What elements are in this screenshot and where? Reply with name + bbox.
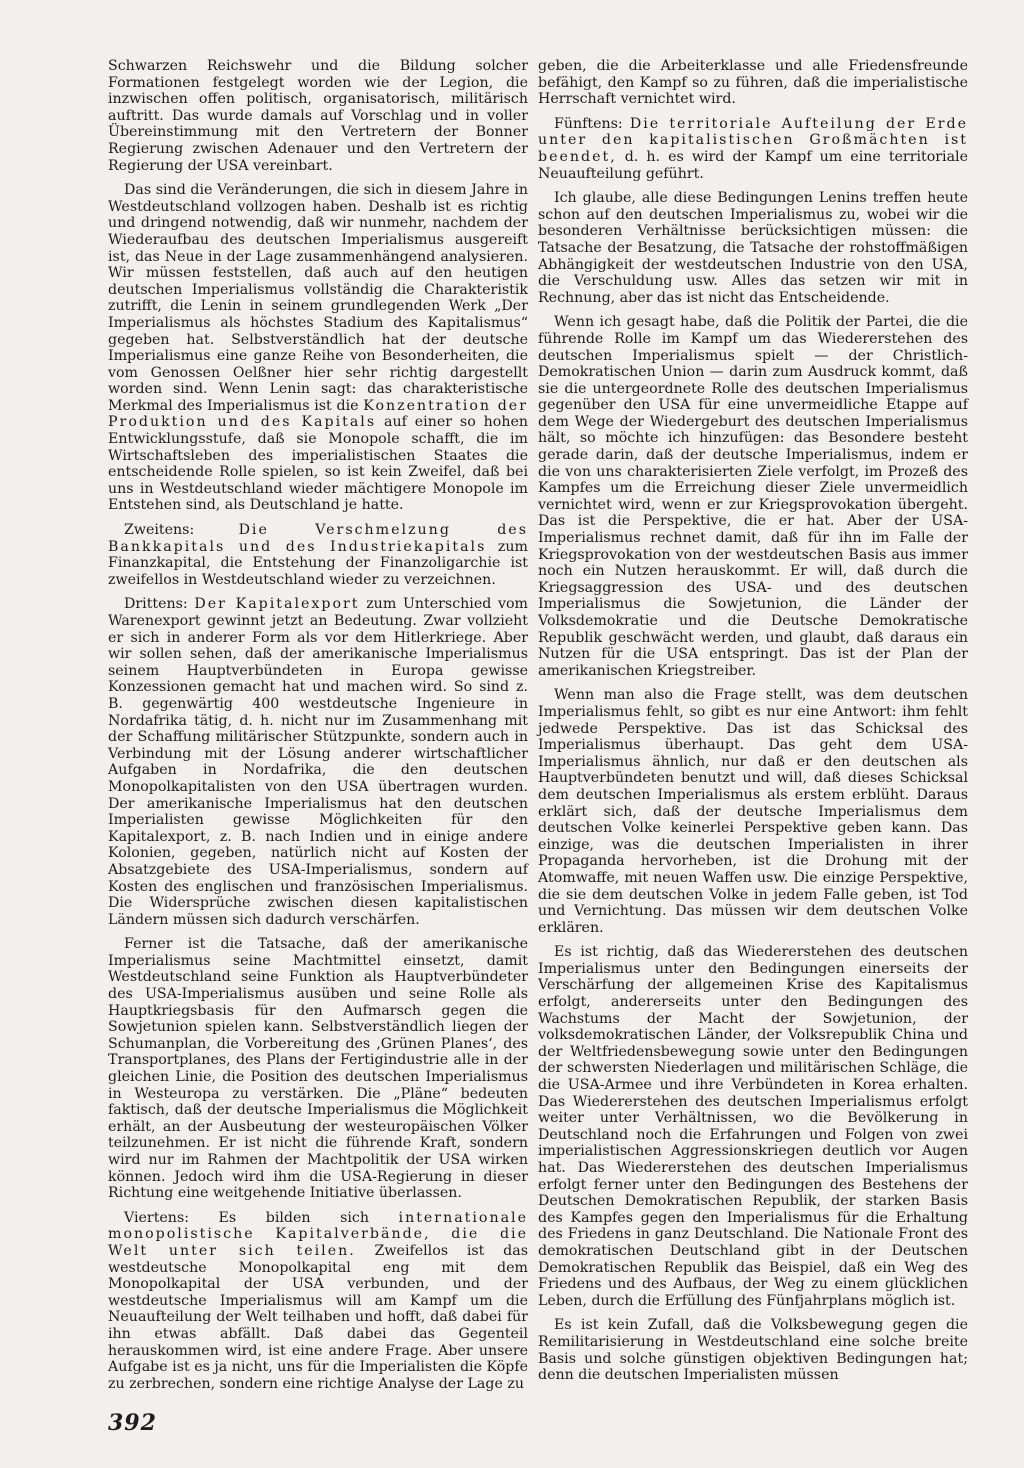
text-run: auf einer so hohen Entwicklungsstufe, daß sie Monopole schafft, die im Wirtschaftsleben des imperialistischen Staates die entscheidende Rolle spielen, so ist kein Zweifel, daß bei uns in Westdeutschland wieder mächtigere Monopole im Entstehen sind, als Deutschland je hatte. (108, 414, 529, 514)
emphasized-text: Die territoriale Aufteilung der Erde unter den kapitalistischen Großmächten ist beendet, (538, 115, 968, 165)
paragraph (108, 522, 528, 588)
paragraph (538, 1317, 968, 1383)
paragraph (108, 58, 528, 174)
text-run: Wenn man also die Frage stellt, was dem deutschen Imperialismus fehlt, so gibt es nur eine Antwort: ihm fehlt jedwede Perspektive. Das ist das Schicksal des Imperialismus überhaupt. Das geht dem USA-Imperialismus ähnlich, nur daß er den deutschen als Hauptverbündeten benutzt und will, daß dieses Schicksal dem deutschen Imperialismus als erstem erblüht. Daraus erklärt sich, daß der deutsche Imperialismus dem deutschen Volke keinerlei Perspektive geben kann. Das einzige, was die deutschen Imperialisten in ihrer Propaganda hervorheben, ist die Drohung mit der Atomwaffe, mit neuen Waffen usw. Die einzige Perspektive, die sie dem deutschen Volke in jedem Falle geben, ist Tod und Vernichtung. Das müssen wir dem deutschen Volke erklären. (538, 687, 968, 936)
text-run: Viertens: Es bilden sich (124, 1209, 399, 1226)
emphasized-text: Konzentration der Produktion und des Kapitals (108, 397, 528, 431)
text-run: Wenn ich gesagt habe, daß die Politik der Partei, die die führende Rolle im Kampf um das Wiedererstehen des deutschen Imperialismus spielt — der Christlich-Demokratischen Union — darin zum Ausdruck kommt, daß sie die untergeordnete Rolle des deutschen Imperialismus gegenüber den USA für eine unvermeidliche Etappe auf dem Wege der Wiedergeburt des deutschen Imperialismus hält, so möchte ich hinzufügen: das Besondere besteht gerade darin, daß der deutsche Imperialismus, indem er die von uns charakterisierten Ziele verfolgt, im Prozeß des Kampfes um die Erreichung dieser Ziele unvermeidlich vernichtet wird, wenn er zur Kriegsprovokation übergeht. Das ist die Perspektive, die er hat. Aber der USA-Imperialismus rechnet damit, daß für ihn im Falle der Kriegsprovokation von der westdeutschen Basis aus immer noch ein Nutzen herauskommt. Er will, daß durch die Kriegsaggression des USA- und des deutschen Imperialismus die Sowjetunion, die Länder der Volksdemokratie und die Deutsche Demokratische Republik geschwächt werden, und glaubt, daß daraus ein Nutzen für die USA entspringt. Das ist der Plan der amerikanischen Kriegstreiber. (538, 314, 968, 679)
text-run: Zweifellos ist das westdeutsche Monopolkapital eng mit dem Monopolkapital der USA verbunden, und der westdeutsche Imperialismus will am Kampf um die Neuaufteilung der Welt teilhaben und hofft, daß dabei für ihn etwas abfällt. Daß dabei das Gegenteil herauskommen wird, ist eine andere Frage. Aber unsere Aufgabe ist es ja nicht, uns für die Imperialisten die Köpfe zu zerbrechen, sondern eine richtige Analyse der Lage zu (108, 1242, 528, 1392)
text-run: Ich glaube, alle diese Bedingungen Lenins treffen heute schon auf den deutschen Imperialismus zu, wobei wir die besonderen Verhältnisse berücksichtigen müssen: die Tatsache der Besatzung, die Tatsache der rohstoffmäßigen Abhängigkeit der westdeutschen Industrie von den USA, die Verschuldung usw. Alles das setzen wir mit in Rechnung, aber das ist nicht das Entscheidende. (538, 190, 968, 306)
text-run: Das sind die Veränderungen, die sich in diesem Jahre in Westdeutschland vollzogen haben. Deshalb ist es richtig und dringend notwendig, daß wir nunmehr, nachdem der Wiederaufbau des deutschen Imperialismus ausgereift ist, das Neue in der Lage zusammenhängend analysieren. Wir müssen feststellen, daß auch auf den heutigen deutschen Imperialismus vollständig die Charakteristik zutrifft, die Lenin in seinem grundlegenden Werk „Der Imperialismus als höchstes Stadium des Kapitalismus“ gegeben hat. Selbstverständlich hat der deutsche Imperialismus eine ganze Reihe von Besonderheiten, die vom Genossen Oelßner hier sehr richtig dargestellt worden sind. Wenn Lenin sagt: das charakteristische Merkmal des Imperialismus ist die (108, 182, 528, 414)
paragraph (108, 936, 528, 1202)
text-run: zum Finanzkapital, die Entstehung der Finanzoligarchie ist zweifellos in Westdeutschland wieder zu verzeichnen. (108, 538, 528, 588)
emphasized-text: Der Kapitalexport (194, 596, 360, 613)
text-run: Fünftens: (554, 115, 630, 132)
text-run: Ferner ist die Tatsache, daß der amerikanische Imperialismus seine Machtmittel einsetzt, damit Westdeutschland seine Funktion als Hauptverbündeter des USA-Imperialismus ausüben und seine Rolle als Hauptkriegsbasis für den Aufmarsch gegen die Sowjetunion spielen kann. Selbstverständlich liegen der Schumanplan, die Vorbereitung des ‚Grünen Planes‘, des Transportplanes, des Plans der Fertigindustrie alle in der gleichen Linie, die Position des deutschen Imperialismus in Westeuropa zu verstärken. Die „Pläne“ bedeuten faktisch, daß der deutsche Imperialismus die Möglichkeit erhält, an der Ausbeutung der westeuropäischen Völker teilzunehmen. Er ist nicht die führende Kraft, sondern wird nur im Rahmen der Machtpolitik der USA wirken können. Jedoch wird ihm die USA-Regierung in dieser Richtung eine weitgehende Initiative überlassen. (108, 936, 528, 1202)
emphasized-text: internationale monopolistische Kapitalverbände, die die Welt unter sich teilen. (108, 1209, 528, 1259)
paragraph (108, 182, 528, 514)
text-run: d. h. es wird der Kampf um eine territoriale Neuaufteilung geführt. (538, 148, 968, 182)
paragraph (538, 58, 968, 108)
text-run: geben, die die Arbeiterklasse und alle Friedensfreunde befähigt, den Kampf so zu führen, daß die imperialistische Herrschaft vernichtet wird. (538, 58, 968, 108)
text-run: Drittens: (124, 596, 195, 613)
paragraph (538, 116, 968, 182)
text-run: Schwarzen Reichswehr und die Bildung solcher Formationen festgelegt worden wie der Legion, die inzwischen offen politisch, organisatorisch, militärisch auftritt. Das wurde damals auf Vorschlag und in voller Übereinstimmung mit den Vertretern der Bonner Regierung zwischen Adenauer und den Vertretern der Regierung der USA vereinbart. (108, 58, 528, 174)
text-run: zum Unterschied vom Warenexport gewinnt jetzt an Bedeutung. Zwar vollzieht er sich in anderer Form als vor dem Hitlerkriege. Aber wir sollen sehen, daß der amerikanische Imperialismus seinem Hauptverbündeten in Europa gewisse Konzessionen gemacht hat und machen wird. So sind z. B. gegenwärtig 400 westdeutsche Ingenieure in Nordafrika tätig, d. h. nicht nur im Zusammenhang mit der Schaffung militärischer Stützpunkte, sondern auch in Verbindung mit der Lösung anderer wirtschaftlicher Aufgaben in Nordafrika, die den deutschen Monopolkapitalisten von den USA übertragen wurden. Der amerikanische Imperialismus hat den deutschen Imperialisten gewisse Möglichkeiten für den Kapitalexport, z. B. nach Indien und in einige andere Kolonien, gegeben, natürlich nicht auf Kosten der Absatzgebiete des USA-Imperialismus, sondern auf Kosten des englischen und französischen Imperialismus. Die Widersprüche zwischen diesen kapitalistischen Ländern müssen sich dadurch verschärfen. (108, 596, 528, 928)
paragraph (538, 944, 968, 1309)
emphasized-text: Die Verschmelzung des Bankkapitals und des Industriekapitals (108, 522, 528, 555)
paragraph (538, 687, 968, 936)
page-number: 392 (108, 1410, 157, 1436)
paragraph (108, 1210, 528, 1393)
right-text-column (538, 58, 968, 1392)
paragraph (108, 596, 528, 928)
paragraph (538, 190, 968, 306)
text-run: Zweitens: (124, 522, 239, 539)
text-run: Es ist richtig, daß das Wiedererstehen des deutschen Imperialismus unter den Bedingungen einerseits der Verschärfung der allgemeinen Krise des Kapitalismus erfolgt, andererseits unter den Bedingungen des Wachstums der Macht der Sowjetunion, der volksdemokratischen Länder, der Volksrepublik China und der Weltfriedensbewegung sowie unter den Bedingungen der schwersten Niederlagen und militärischen Schläge, die die USA-Armee und ihre Verbündeten in Korea erhalten. Das Wiedererstehen des deutschen Imperialismus erfolgt weiter unter Verhältnissen, wo die Bevölkerung in Deutschland noch die Erfahrungen und Folgen von zwei imperialistischen Aggressionskriegen deutlich vor Augen hat. Das Wiedererstehen des deutschen Imperialismus erfolgt ferner unter den Bedingungen des Bestehens der Deutschen Demokratischen Republik, der starken Basis des Kampfes gegen den Imperialismus für die Erhaltung des Friedens in ganz Deutschland. Die Nationale Front des demokratischen Deutschland gibt in der Deutschen Demokratischen Republik das Beispiel, daß ein Weg des Friedens und des Aufbaus, der Weg zu einem glücklichen Leben, durch die Erfüllung des Fünfjahrplans möglich ist. (538, 944, 968, 1309)
text-run: Es ist kein Zufall, daß die Volksbewegung gegen die Remilitarisierung in Westdeutschland eine solche breite Basis und solche günstigen objektiven Bedingungen hat; denn die deutschen Imperialisten müssen (538, 1317, 968, 1384)
paragraph (538, 314, 968, 679)
left-text-column (108, 58, 528, 1400)
